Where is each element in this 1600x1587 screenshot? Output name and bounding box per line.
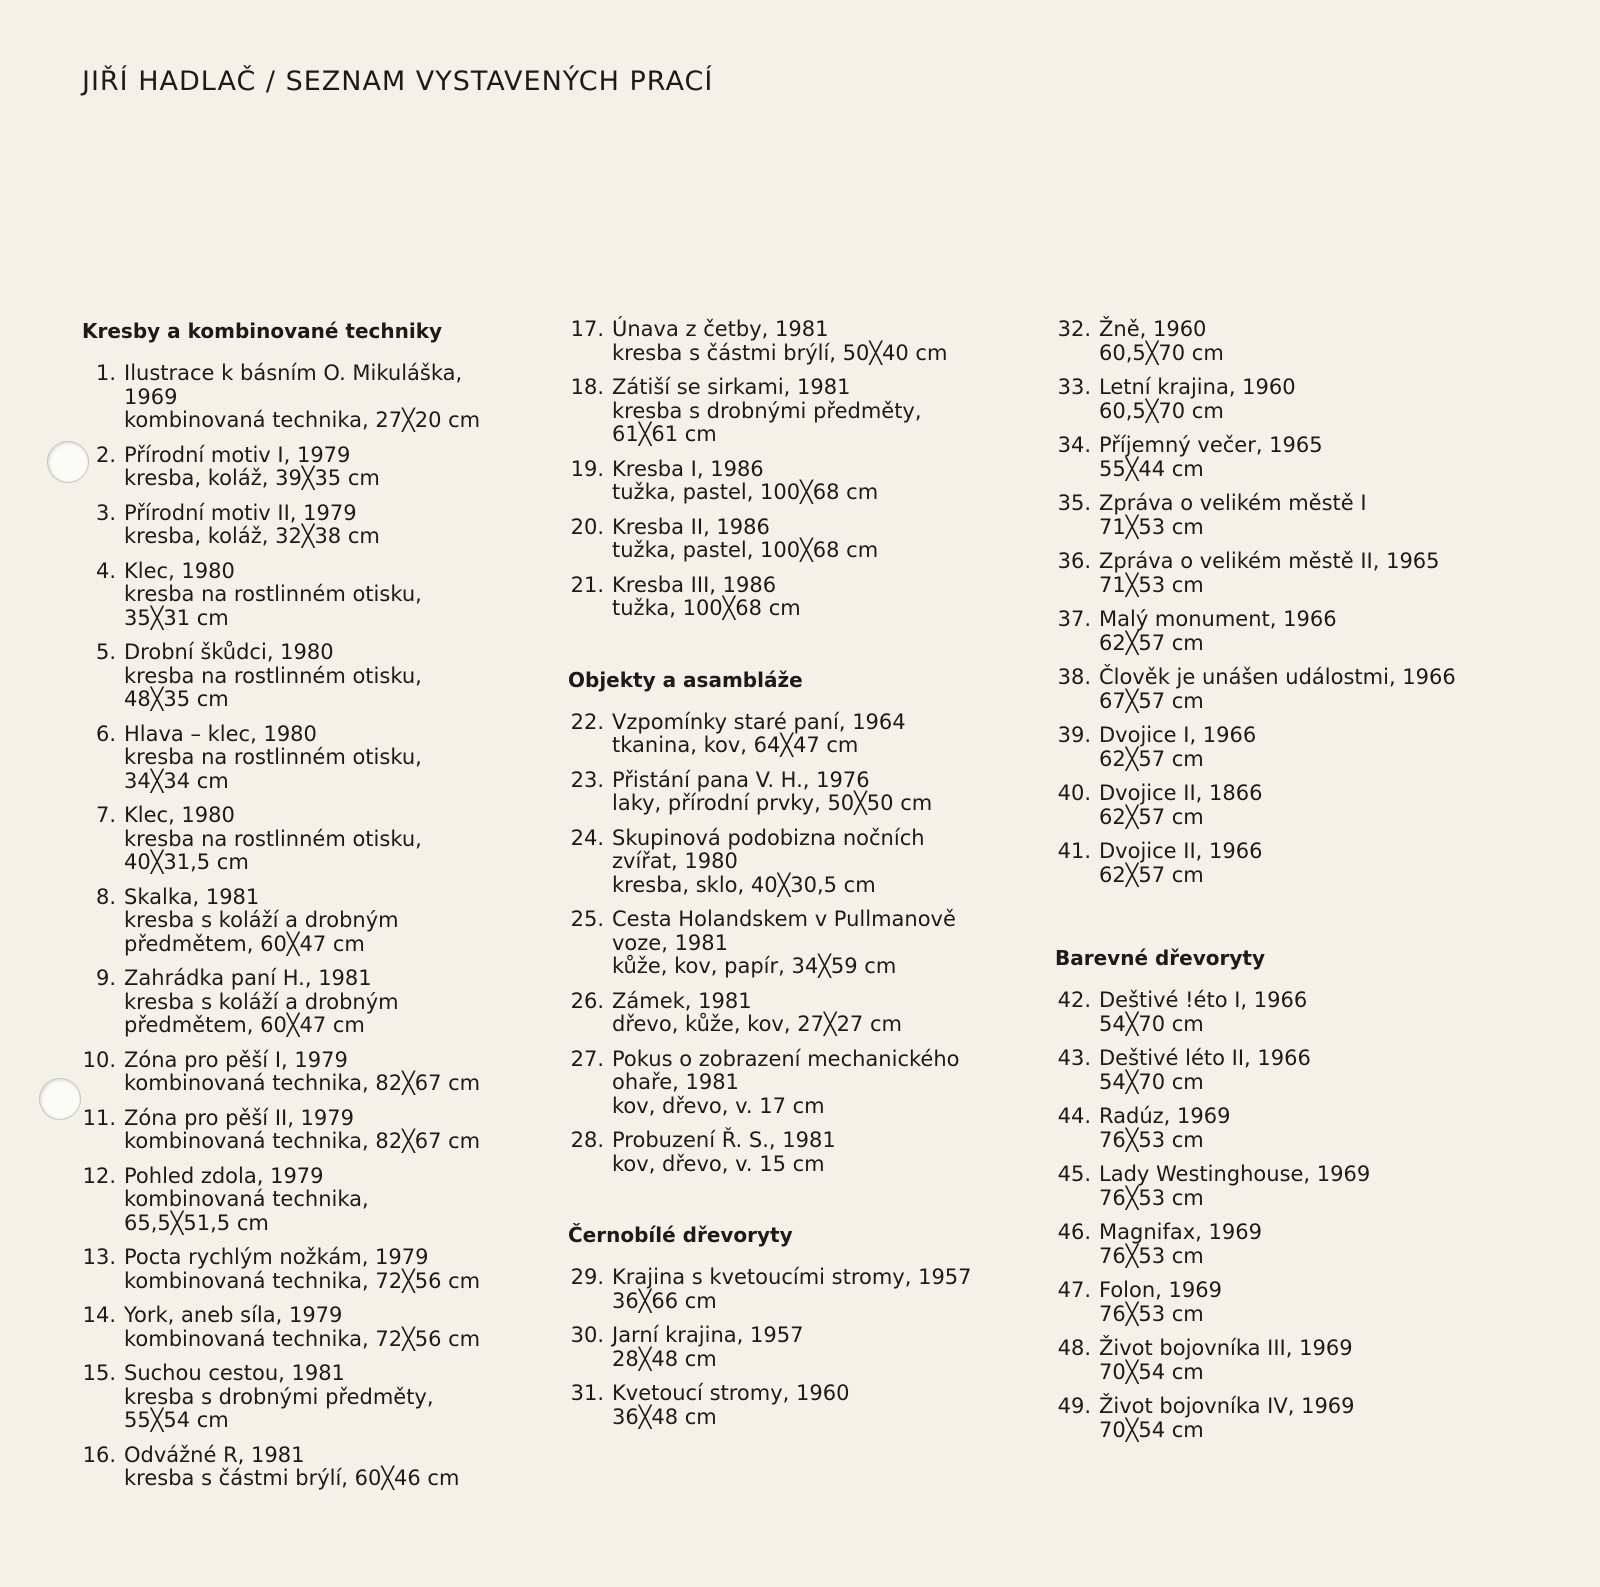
entry-title: Radúz, 1969: [1099, 1104, 1231, 1128]
entry-number: 33.: [1057, 375, 1091, 399]
work-entry: [1055, 1221, 1515, 1268]
entry-title: Přírodní motiv I, 1979: [124, 442, 351, 467]
entry-detail: předmětem, 60╳47 cm: [124, 931, 365, 956]
entry-detail: 60,5╳70 cm: [1099, 398, 1224, 423]
entry-number: 10.: [82, 1047, 116, 1072]
entry-detail: 55╳44 cm: [1099, 456, 1204, 481]
entry-detail: 54╳70 cm: [1099, 1011, 1204, 1036]
entry-title: Drobní škůdci, 1980: [124, 640, 334, 664]
entry-title: Klec, 1980: [124, 558, 235, 583]
entry-title: Zámek, 1981: [612, 988, 752, 1013]
entry-title: Skupinová podobizna nočních: [612, 825, 925, 850]
entry-title: Letní krajina, 1960: [1099, 375, 1296, 399]
entry-title: Magnifax, 1969: [1099, 1220, 1262, 1244]
catalog-section: [1055, 318, 1515, 887]
entry-title: Deštivé léto II, 1966: [1099, 1046, 1311, 1070]
entry-title: Život bojovníka IV, 1969: [1099, 1394, 1355, 1418]
punch-hole-lower: [39, 1078, 81, 1120]
entry-number: 47.: [1057, 1278, 1091, 1302]
work-entry: [82, 1246, 522, 1293]
entry-detail: 65,5╳51,5 cm: [124, 1210, 269, 1235]
entry-detail: 67╳57 cm: [1099, 688, 1204, 713]
entry-detail: 48╳35 cm: [124, 687, 229, 711]
work-entry: [568, 1266, 1008, 1313]
entry-number: 6.: [95, 721, 116, 746]
entry-number: 3.: [95, 500, 116, 525]
entry-number: 36.: [1057, 549, 1091, 573]
work-entry: [568, 1382, 1008, 1429]
work-entry: [1055, 989, 1515, 1036]
entry-detail: tkanina, kov, 64╳47 cm: [612, 733, 859, 757]
entry-title: Zóna pro pěší I, 1979: [124, 1047, 348, 1072]
entry-title: Krajina s kvetoucími stromy, 1957: [612, 1265, 972, 1289]
entry-detail: 76╳53 cm: [1099, 1243, 1204, 1268]
entry-detail: kresba s částmi brýlí, 60╳46 cm: [124, 1466, 460, 1490]
entry-number: 9.: [95, 966, 116, 990]
entry-title: Probuzení Ř. S., 1981: [612, 1128, 836, 1152]
work-entry: [568, 827, 1008, 898]
work-entry: [568, 769, 1008, 816]
entry-number: 12.: [82, 1163, 116, 1188]
work-entry: [1055, 1279, 1515, 1326]
work-entry: [568, 1048, 1008, 1119]
entry-detail: kresba na rostlinném otisku,: [124, 582, 422, 606]
entry-detail: 71╳53 cm: [1099, 514, 1204, 539]
work-list: [568, 318, 1008, 621]
entry-title: Zátiší se sirkami, 1981: [612, 375, 851, 399]
entry-detail: 71╳53 cm: [1099, 572, 1204, 597]
column-1: [82, 318, 522, 1502]
work-entry: [82, 804, 522, 875]
entry-number: 14.: [82, 1303, 116, 1327]
entry-title: Zpráva o velikém městě I: [1099, 491, 1367, 515]
entry-title: Kresba II, 1986: [612, 514, 770, 539]
entry-detail: kresba s částmi brýlí, 50╳40 cm: [612, 340, 948, 365]
entry-detail: kombinovaná technika, 82╳67 cm: [124, 1071, 481, 1095]
entry-number: 19.: [570, 456, 604, 481]
entry-detail: 54╳70 cm: [1099, 1069, 1204, 1094]
entry-title: Jarní krajina, 1957: [612, 1323, 804, 1347]
entry-number: 39.: [1057, 723, 1091, 747]
work-entry: [82, 1107, 522, 1154]
column-3: [1055, 318, 1515, 1453]
catalog-section: [568, 1222, 1008, 1429]
entry-title: Klec, 1980: [124, 803, 235, 827]
page-title: JIŘÍ HADLAČ / SEZNAM VYSTAVENÝCH PRACÍ: [82, 66, 714, 97]
entry-detail: tužka, pastel, 100╳68 cm: [612, 538, 879, 562]
entry-detail: kresba, koláž, 32╳38 cm: [124, 524, 380, 548]
entry-title: Dvojice II, 1866: [1099, 781, 1263, 805]
work-list: [82, 362, 522, 1491]
entry-title: Pokus o zobrazení mechanického: [612, 1046, 960, 1071]
entry-number: 28.: [570, 1128, 604, 1152]
entry-detail: kombinovaná technika, 72╳56 cm: [124, 1268, 481, 1293]
entry-number: 22.: [570, 709, 604, 734]
entry-detail: kombinovaná technika, 82╳67 cm: [124, 1129, 481, 1153]
entry-detail: kresba s drobnými předměty,: [124, 1384, 434, 1409]
entry-detail: tužka, pastel, 100╳68 cm: [612, 480, 879, 504]
catalog-section: [1055, 945, 1515, 1442]
entry-number: 49.: [1057, 1394, 1091, 1418]
entry-number: 1.: [95, 361, 116, 385]
work-entry: [1055, 782, 1515, 829]
section-title: Objekty a asambláže: [568, 667, 803, 692]
entry-title: Folon, 1969: [1099, 1278, 1222, 1302]
entry-detail: 70╳54 cm: [1099, 1359, 1204, 1384]
entry-detail: laky, přírodní prvky, 50╳50 cm: [612, 791, 933, 815]
entry-title: Malý monument, 1966: [1099, 607, 1337, 631]
entry-detail: 60,5╳70 cm: [1099, 340, 1224, 365]
entry-number: 24.: [570, 825, 604, 850]
work-entry: [82, 967, 522, 1038]
work-entry: [82, 1304, 522, 1351]
entry-detail: kresba na rostlinném otisku,: [124, 745, 422, 769]
work-entry: [568, 990, 1008, 1037]
work-entry: [82, 641, 522, 712]
entry-detail: kombinovaná technika, 72╳56 cm: [124, 1326, 481, 1351]
entry-detail: 36╳48 cm: [612, 1404, 717, 1429]
work-entry: [82, 723, 522, 794]
entry-title: Zpráva o velikém městě II, 1965: [1099, 549, 1440, 573]
entry-detail: 28╳48 cm: [612, 1346, 717, 1371]
entry-number: 31.: [570, 1381, 604, 1405]
entry-number: 16.: [82, 1442, 116, 1467]
column-2: [568, 318, 1008, 1440]
entry-detail: kresba s drobnými předměty,: [612, 398, 922, 423]
work-entry: [1055, 840, 1515, 887]
entry-title: Kresba III, 1986: [612, 572, 777, 597]
work-entry: [568, 516, 1008, 563]
entry-detail: zvířat, 1980: [612, 849, 738, 873]
entry-detail: kresba s koláží a drobným: [124, 908, 399, 932]
section-title: Barevné dřevoryty: [1055, 946, 1265, 970]
work-entry: [1055, 1105, 1515, 1152]
entry-title: Život bojovníka III, 1969: [1099, 1336, 1353, 1360]
entry-detail: kresba s koláží a drobným: [124, 989, 399, 1014]
entry-detail: dřevo, kůže, kov, 27╳27 cm: [612, 1012, 902, 1036]
entry-detail: 76╳53 cm: [1099, 1185, 1204, 1210]
entry-title: Cesta Holandskem v Pullmanově: [612, 907, 956, 931]
entry-number: 46.: [1057, 1220, 1091, 1244]
section-title: Černobílé dřevoryty: [568, 1223, 793, 1247]
entry-number: 13.: [82, 1245, 116, 1269]
entry-detail: 76╳53 cm: [1099, 1127, 1204, 1152]
work-entry: [1055, 724, 1515, 771]
work-entry: [1055, 1337, 1515, 1384]
entry-detail: kresba, sklo, 40╳30,5 cm: [612, 872, 876, 897]
entry-detail: kombinovaná technika,: [124, 1187, 369, 1211]
entry-detail: tužka, 100╳68 cm: [612, 596, 801, 620]
work-entry: [82, 886, 522, 957]
work-entry: [568, 1324, 1008, 1371]
entry-title: Hlava – klec, 1980: [124, 721, 317, 746]
work-entry: [568, 458, 1008, 505]
entry-detail: 62╳57 cm: [1099, 804, 1204, 829]
entry-title: Vzpomínky staré paní, 1964: [612, 709, 906, 734]
entry-title: Dvojice II, 1966: [1099, 839, 1263, 863]
work-entry: [568, 376, 1008, 447]
work-entry: [82, 1362, 522, 1433]
entry-number: 48.: [1057, 1336, 1091, 1360]
entry-number: 40.: [1057, 781, 1091, 805]
work-list: [568, 711, 1008, 1177]
entry-number: 29.: [570, 1265, 604, 1289]
work-entry: [568, 318, 1008, 365]
work-entry: [82, 1165, 522, 1236]
entry-number: 17.: [570, 317, 604, 341]
entry-detail: kůže, kov, papír, 34╳59 cm: [612, 954, 897, 978]
entry-title: Zahrádka paní H., 1981: [124, 966, 372, 990]
entry-title: Dvojice I, 1966: [1099, 723, 1257, 747]
entry-number: 30.: [570, 1323, 604, 1347]
entry-number: 41.: [1057, 839, 1091, 863]
work-entry: [1055, 318, 1515, 365]
entry-title: Únava z četby, 1981: [612, 317, 829, 341]
entry-detail: kov, dřevo, v. 15 cm: [612, 1151, 825, 1176]
entry-number: 34.: [1057, 433, 1091, 457]
entry-title: Přírodní motiv II, 1979: [124, 500, 357, 525]
work-entry: [1055, 492, 1515, 539]
entry-detail: kresba na rostlinném otisku,: [124, 826, 422, 851]
entry-detail: 55╳54 cm: [124, 1408, 229, 1432]
entry-number: 45.: [1057, 1162, 1091, 1186]
work-entry: [82, 502, 522, 549]
entry-detail: kombinovaná technika, 27╳20 cm: [124, 408, 481, 432]
work-list: [1055, 318, 1515, 887]
entry-detail: 76╳53 cm: [1099, 1301, 1204, 1326]
entry-detail: 62╳57 cm: [1099, 630, 1204, 655]
work-entry: [568, 574, 1008, 621]
work-list: [568, 1266, 1008, 1429]
entry-detail: kresba, koláž, 39╳35 cm: [124, 466, 380, 490]
entry-title: Pocta rychlým nožkám, 1979: [124, 1245, 429, 1269]
work-entry: [1055, 666, 1515, 713]
entry-number: 25.: [570, 907, 604, 931]
entry-detail: 62╳57 cm: [1099, 862, 1204, 887]
entry-detail: kov, dřevo, v. 17 cm: [612, 1093, 825, 1118]
work-entry: [82, 362, 522, 433]
entry-detail: předmětem, 60╳47 cm: [124, 1013, 365, 1037]
entry-detail: 70╳54 cm: [1099, 1417, 1204, 1442]
entry-detail: ohaře, 1981: [612, 1070, 739, 1094]
entry-number: 26.: [570, 988, 604, 1013]
work-entry: [1055, 1163, 1515, 1210]
work-entry: [1055, 434, 1515, 481]
work-entry: [568, 711, 1008, 758]
entry-number: 35.: [1057, 491, 1091, 515]
entry-number: 7.: [95, 803, 116, 827]
section-title: Kresby a kombinované techniky: [82, 319, 443, 343]
entry-number: 44.: [1057, 1104, 1091, 1128]
work-entry: [1055, 608, 1515, 655]
entry-detail: 36╳66 cm: [612, 1288, 717, 1313]
work-entry: [1055, 1395, 1515, 1442]
entry-number: 15.: [82, 1361, 116, 1385]
entry-number: 8.: [95, 884, 116, 909]
entry-number: 27.: [570, 1046, 604, 1071]
work-entry: [82, 560, 522, 631]
entry-number: 21.: [570, 572, 604, 597]
entry-number: 11.: [82, 1105, 116, 1130]
entry-detail: 61╳61 cm: [612, 422, 717, 446]
work-entry: [82, 1444, 522, 1491]
entry-title: Kresba I, 1986: [612, 456, 764, 481]
work-entry: [82, 444, 522, 491]
entry-number: 18.: [570, 375, 604, 399]
entry-title: Člověk je unášen událostmi, 1966: [1099, 665, 1456, 689]
entry-detail: voze, 1981: [612, 930, 729, 955]
catalog-section: [568, 318, 1008, 621]
catalog-section: [568, 667, 1008, 1177]
work-entry: [1055, 550, 1515, 597]
work-entry: [568, 1129, 1008, 1176]
entry-detail: 40╳31,5 cm: [124, 850, 249, 874]
work-entry: [1055, 1047, 1515, 1094]
work-entry: [1055, 376, 1515, 423]
entry-title: Ilustrace k básním O. Mikuláška,: [124, 361, 463, 385]
entry-number: 42.: [1057, 988, 1091, 1012]
entry-title: Žně, 1960: [1099, 317, 1207, 341]
entry-number: 4.: [95, 558, 116, 583]
entry-title: Zóna pro pěší II, 1979: [124, 1105, 354, 1130]
entry-title: Suchou cestou, 1981: [124, 1361, 345, 1385]
entry-title: Deštivé !éto I, 1966: [1099, 988, 1308, 1012]
catalog-section: [82, 318, 522, 1491]
entry-title: Odvážné R, 1981: [124, 1442, 305, 1467]
entry-number: 37.: [1057, 607, 1091, 631]
entry-number: 2.: [95, 442, 116, 467]
entry-number: 43.: [1057, 1046, 1091, 1070]
entry-title: Pohled zdola, 1979: [124, 1163, 324, 1188]
entry-number: 38.: [1057, 665, 1091, 689]
entry-title: Příjemný večer, 1965: [1099, 433, 1323, 457]
entry-title: Přistání pana V. H., 1976: [612, 767, 870, 792]
entry-title: Skalka, 1981: [124, 884, 260, 909]
entry-title: York, aneb síla, 1979: [124, 1303, 343, 1327]
entry-title: Lady Westinghouse, 1969: [1099, 1162, 1371, 1186]
work-entry: [82, 1049, 522, 1096]
entry-number: 5.: [95, 640, 116, 664]
entry-detail: 35╳31 cm: [124, 605, 229, 630]
entry-detail: 34╳34 cm: [124, 768, 229, 793]
entry-number: 20.: [570, 514, 604, 539]
entry-number: 32.: [1057, 317, 1091, 341]
entry-number: 23.: [570, 767, 604, 792]
work-list: [1055, 989, 1515, 1442]
entry-title: Kvetoucí stromy, 1960: [612, 1381, 850, 1405]
entry-detail: 62╳57 cm: [1099, 746, 1204, 771]
entry-detail: kresba na rostlinném otisku,: [124, 663, 422, 688]
entry-detail: 1969: [124, 384, 178, 409]
work-entry: [568, 908, 1008, 979]
